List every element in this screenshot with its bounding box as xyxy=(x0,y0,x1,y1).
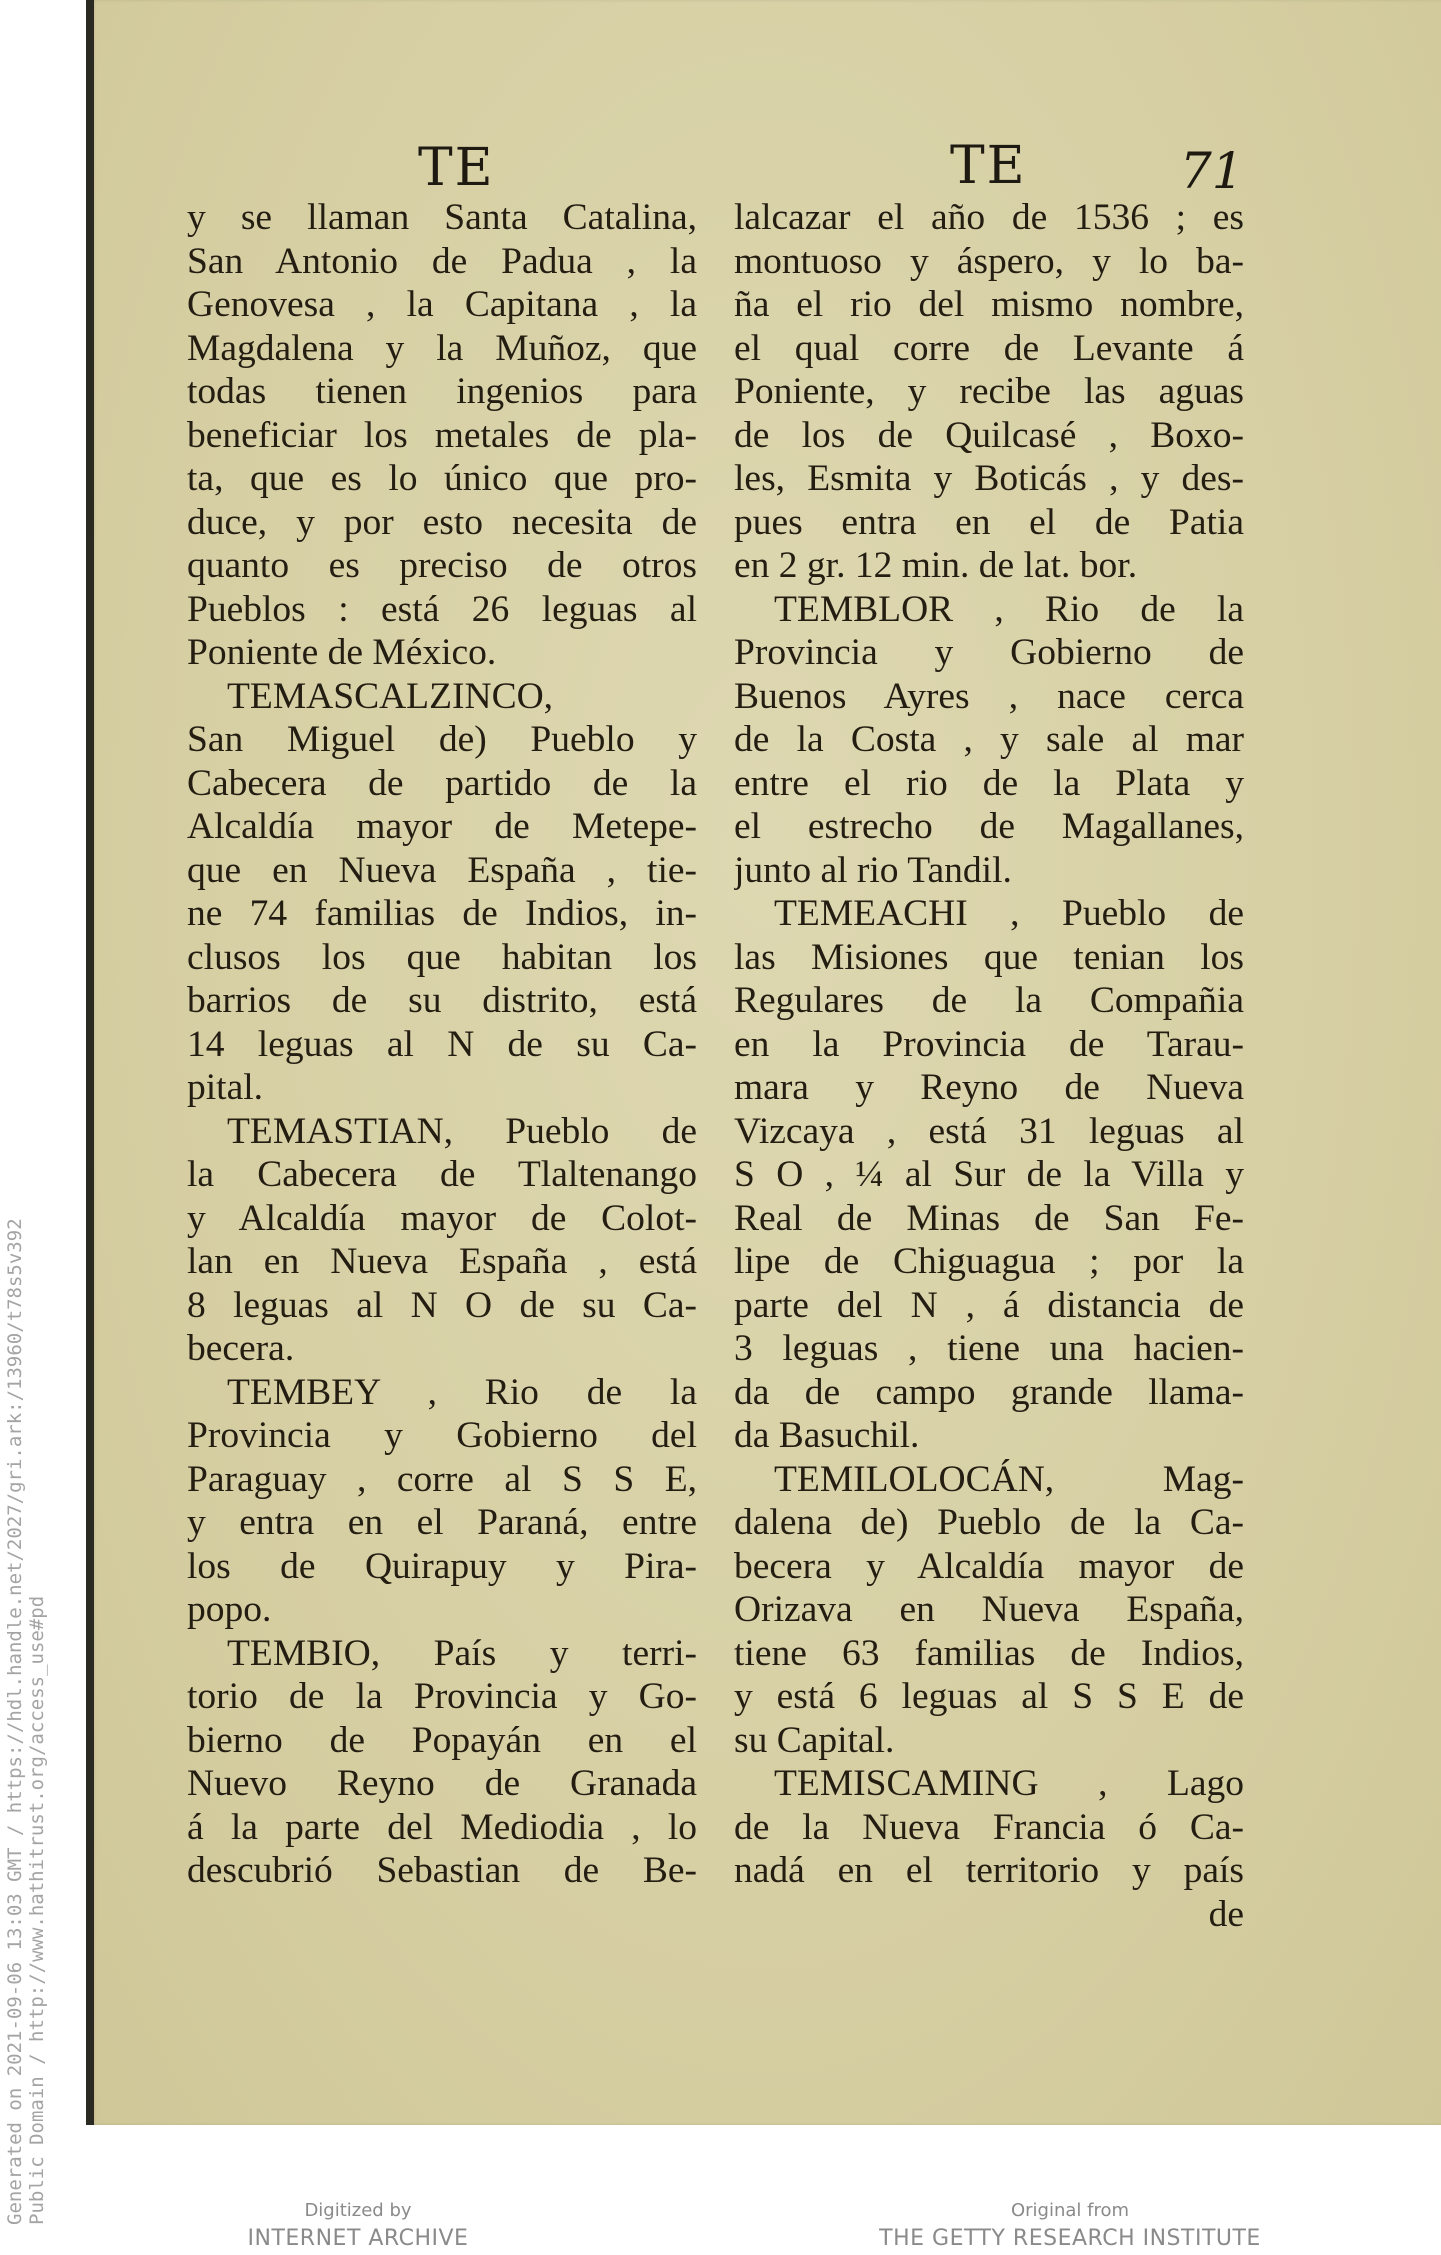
text-line: TEMILOLOCÁN, Mag- xyxy=(774,1458,1244,1500)
text-line: Genovesa , la Capitana , la xyxy=(187,284,697,325)
right-running-head: TE xyxy=(950,136,1027,196)
text-line: ne 74 familias de Indios, in- xyxy=(187,893,697,934)
text-line: tiene 63 familias de Indios, xyxy=(734,1632,1244,1674)
text-line: barrios de su distrito, está xyxy=(187,980,697,1021)
text-line: los de Quirapuy y Pira- xyxy=(187,1545,697,1587)
digitized-by-name: INTERNET ARCHIVE xyxy=(247,2226,469,2251)
original-from-credit xyxy=(860,2198,1280,2254)
text-line: de la Costa , y sale al mar xyxy=(734,719,1244,760)
text-line: dalena de) Pueblo de la Ca- xyxy=(734,1502,1244,1543)
text-line: Provincia y Gobierno del xyxy=(187,1415,697,1456)
text-line: descubrió Sebastian de Be- xyxy=(187,1850,697,1891)
text-line: pital. xyxy=(187,1067,264,1108)
text-line: su Capital. xyxy=(734,1719,895,1761)
text-line: San Antonio de Padua , la xyxy=(187,240,697,282)
text-line: Real de Minas de San Fe- xyxy=(734,1197,1244,1239)
text-line: les, Esmita y Boticás , y des- xyxy=(734,458,1244,499)
text-line: lan en Nueva España , está xyxy=(187,1241,697,1282)
text-line: clusos los que habitan los xyxy=(187,936,697,978)
page-gutter-shadow xyxy=(86,0,94,2125)
text-line: y se llaman Santa Catalina, xyxy=(187,197,697,238)
catchword: de xyxy=(1208,1893,1244,1935)
text-line: Paraguay , corre al S S E, xyxy=(187,1458,697,1500)
text-line: Vizcaya , está 31 leguas al xyxy=(734,1110,1244,1152)
text-line: pues entra en el de Patia xyxy=(734,501,1244,543)
text-line: y está 6 leguas al S S E de xyxy=(734,1676,1244,1717)
text-line: bierno de Popayán en el xyxy=(187,1719,697,1761)
left-text-column xyxy=(187,196,697,1893)
text-line: Magdalena y la Muñoz, que xyxy=(187,327,697,369)
text-line: beneficiar los metales de pla- xyxy=(187,414,697,456)
text-line: Buenos Ayres , nace cerca xyxy=(734,675,1244,717)
text-line: lalcazar el año de 1536 ; es xyxy=(734,197,1244,238)
text-line: TEMASCALZINCO, xyxy=(227,675,554,717)
text-line: parte del N , á distancia de xyxy=(734,1284,1244,1326)
text-line: TEMASTIAN, Pueblo de xyxy=(227,1110,697,1152)
text-line: que en Nueva España , tie- xyxy=(187,849,697,891)
original-from-name: THE GETTY RESEARCH INSTITUTE xyxy=(879,2226,1261,2251)
text-line: lipe de Chiguagua ; por la xyxy=(734,1241,1244,1282)
text-line: el qual corre de Levante á xyxy=(734,327,1244,369)
text-line: S O , ¼ al Sur de la Villa y xyxy=(734,1154,1244,1195)
left-running-head: TE xyxy=(418,138,495,198)
text-line: mara y Reyno de Nueva xyxy=(734,1067,1244,1108)
text-line: Nuevo Reyno de Granada xyxy=(187,1763,697,1804)
text-line: 14 leguas al N de su Ca- xyxy=(187,1023,697,1065)
text-line: Cabecera de partido de la xyxy=(187,762,697,804)
text-line: la Cabecera de Tlaltenango xyxy=(187,1154,697,1195)
generated-on-line: Generated on 2021-09-06 13:03 GMT / https://hdl.handle.net/2027/gri.ark:/13960/t78s5v392 xyxy=(4,1218,26,2225)
text-line: Poniente de México. xyxy=(187,632,497,673)
public-domain-line: Public Domain / http://www.hathitrust.org/access_use#pd xyxy=(26,1595,48,2225)
text-line: en 2 gr. 12 min. de lat. bor. xyxy=(734,545,1138,586)
text-line: junto al rio Tandil. xyxy=(734,849,1012,891)
text-line: Regulares de la Compañia xyxy=(734,980,1244,1021)
hathitrust-stamp xyxy=(4,1218,48,2225)
text-line: 8 leguas al N O de su Ca- xyxy=(187,1284,697,1326)
text-line: Orizava en Nueva España, xyxy=(734,1589,1244,1630)
text-line: Alcaldía mayor de Metepe- xyxy=(187,806,697,847)
text-line: entre el rio de la Plata y xyxy=(734,762,1244,804)
text-line: TEMBIO, País y terri- xyxy=(227,1632,697,1674)
text-line: á la parte del Mediodia , lo xyxy=(187,1806,697,1848)
text-line: Pueblos : está 26 leguas al xyxy=(187,588,697,630)
text-line: TEMBLOR , Rio de la xyxy=(774,588,1244,630)
text-line: en la Provincia de Tarau- xyxy=(734,1023,1244,1065)
text-line: becera. xyxy=(187,1328,295,1369)
original-from-label: Original from xyxy=(1010,2200,1130,2221)
text-line: da de campo grande llama- xyxy=(734,1371,1244,1413)
text-line: TEMISCAMING , Lago xyxy=(774,1763,1244,1804)
text-line: da Basuchil. xyxy=(734,1415,920,1456)
text-line: ña el rio del mismo nombre, xyxy=(734,284,1244,325)
text-line: torio de la Provincia y Go- xyxy=(187,1676,697,1717)
text-line: todas tienen ingenios para xyxy=(187,371,697,412)
text-line: Poniente, y recibe las aguas xyxy=(734,371,1244,412)
text-line: 3 leguas , tiene una hacien- xyxy=(734,1328,1244,1369)
text-line: montuoso y áspero, y lo ba- xyxy=(734,240,1244,282)
text-line: duce, y por esto necesita de xyxy=(187,501,697,543)
text-line: popo. xyxy=(187,1589,272,1630)
text-line: TEMBEY , Rio de la xyxy=(227,1371,697,1413)
text-line: las Misiones que tenian los xyxy=(734,936,1244,978)
text-line: de los de Quilcasé , Boxo- xyxy=(734,414,1244,456)
text-line: el estrecho de Magallanes, xyxy=(734,806,1244,847)
text-line: becera y Alcaldía mayor de xyxy=(734,1545,1244,1587)
digitized-by-credit xyxy=(198,2198,518,2254)
text-line: y Alcaldía mayor de Colot- xyxy=(187,1197,697,1239)
text-line: nadá en el territorio y país xyxy=(734,1850,1244,1891)
text-line: Provincia y Gobierno de xyxy=(734,632,1244,673)
text-line: quanto es preciso de otros xyxy=(187,545,697,586)
text-line: ta, que es lo único que pro- xyxy=(187,458,697,499)
text-line: de la Nueva Francia ó Ca- xyxy=(734,1806,1244,1848)
text-line: San Miguel de) Pueblo y xyxy=(187,719,697,760)
text-line: y entra en el Paraná, entre xyxy=(187,1502,697,1543)
text-line: TEMEACHI , Pueblo de xyxy=(774,893,1244,934)
right-text-column xyxy=(734,196,1244,1936)
digitized-by-label: Digitized by xyxy=(304,2200,412,2221)
page-number: 71 xyxy=(1180,142,1244,200)
